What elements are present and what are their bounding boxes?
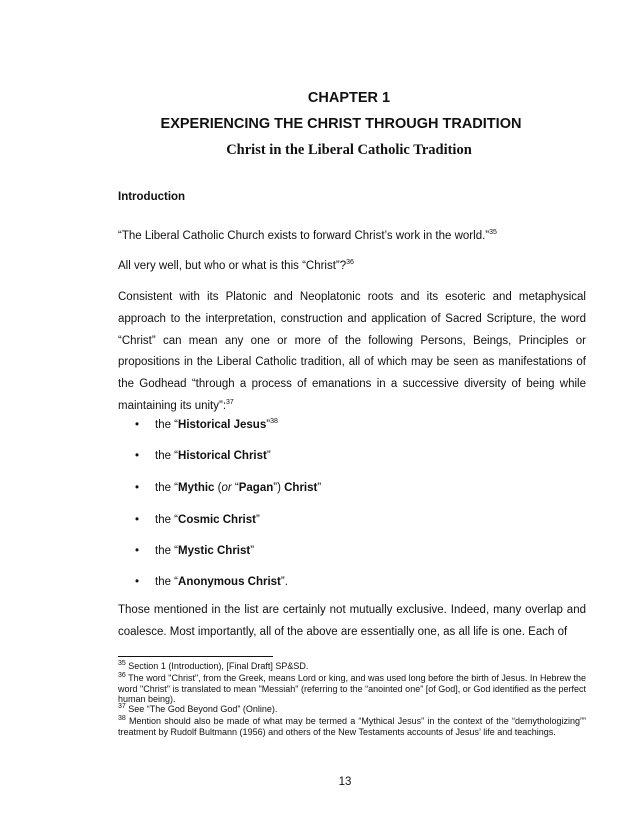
paragraph-quote <box>118 226 586 248</box>
bullet-paren-open: ( <box>214 482 222 494</box>
footnote-ref-35[interactable]: 35 <box>489 229 497 237</box>
bullet-term: Historical Christ <box>178 450 267 462</box>
question-text: All very well, but who or what is this “Christ”? <box>118 260 347 272</box>
footnote-number: 38 <box>118 715 126 722</box>
bullet-term: Cosmic Christ <box>178 514 256 526</box>
footnote-text: Mention should also be made of what may be termed a “Mythical Jesus” in the context of the “demythologizing”” treatment by Rudolf Bultmann (1956) and others of the New Testaments accounts of Jesus’ life and teachings. <box>118 716 586 737</box>
footnote-ref-37[interactable]: 37 <box>226 399 234 407</box>
bullet-quote-open: “ <box>231 482 239 494</box>
bullet-prefix: the “ <box>155 482 179 494</box>
chapter-title: EXPERIENCING THE CHRIST THROUGH TRADITION <box>160 116 522 132</box>
paragraph-consistent <box>118 287 586 418</box>
bullet-dot: • <box>135 576 140 588</box>
bullet-term-mythic: Mythic <box>178 482 215 494</box>
bullet-prefix: the “ <box>155 419 179 431</box>
footnote-38 <box>118 716 586 737</box>
footnote-35 <box>118 661 586 672</box>
paragraph-those-mentioned: Those mentioned in the list are certainly not mutually exclusive. Indeed, many overlap and coalesce. Most importantly, all of the above are essentially one, as all life is one. Each of <box>118 604 586 638</box>
bullet-prefix: the “ <box>155 545 179 557</box>
footnote-ref-38[interactable]: 38 <box>270 418 278 426</box>
footnote-ref-36[interactable]: 36 <box>346 259 354 267</box>
footnote-separator <box>118 656 273 657</box>
footnote-number: 37 <box>118 703 126 710</box>
bullet-dot: • <box>135 482 140 494</box>
page-number: 13 <box>338 776 352 788</box>
bullet-dot: • <box>135 545 140 557</box>
footnote-37 <box>118 704 586 715</box>
bullet-dot: • <box>135 514 140 526</box>
bullet-dot: • <box>135 419 140 431</box>
bullet-or: or <box>221 482 232 494</box>
chapter-number: CHAPTER 1 <box>307 90 391 106</box>
bullet-prefix: the “ <box>155 514 179 526</box>
bullet-term-christ: Christ <box>284 482 318 494</box>
bullet-suffix: ” <box>317 482 322 494</box>
footnote-text: Section 1 (Introduction), [Final Draft] SP&SD. <box>125 661 309 671</box>
bullet-term: Historical Jesus <box>178 419 267 431</box>
bullet-term: Anonymous Christ <box>178 576 281 588</box>
paragraph-question <box>118 256 586 278</box>
consistent-text: Consistent with its Platonic and Neoplatonic roots and its esoteric and metaphysical approach to the interpretation, construction and application of Sacred Scripture, the word “Christ” can mean any one or more of the following Persons, Beings, Principles or propositions in the Liberal Catholic tradition, all of which may be seen as manifestations of the Godhead “through a process of emanations in a successive diversity of being while maintaining its unity”: <box>118 291 586 412</box>
chapter-subtitle: Christ in the Liberal Catholic Tradition <box>226 142 472 158</box>
section-heading-introduction: Introduction <box>118 191 186 203</box>
bullet-suffix: ”. <box>280 576 288 588</box>
bullet-suffix: ” <box>266 419 271 431</box>
footnote-text: See “The God Beyond God” (Online). <box>125 704 278 714</box>
bullet-term-pagan: Pagan <box>238 482 274 494</box>
bullet-paren-close: ”) <box>273 482 285 494</box>
bullet-suffix: ” <box>266 450 271 462</box>
footnote-number: 36 <box>118 672 126 679</box>
quote-text: “The Liberal Catholic Church exists to forward Christ’s work in the world.” <box>118 230 490 242</box>
footnote-text: The word "Christ", from the Greek, means Lord or king, and was used long before the birth of Jesus. In Hebrew the word "Christ" is translated to mean "Messiah" (referring to the “anointed one” [of God], or God identified as the perfect human being). <box>118 673 586 705</box>
footnote-36 <box>118 673 586 705</box>
bullet-prefix: the “ <box>155 450 179 462</box>
footnote-number: 35 <box>118 660 126 667</box>
bullet-suffix: ” <box>255 514 260 526</box>
bullet-term: Mystic Christ <box>178 545 251 557</box>
bullet-dot: • <box>135 450 140 462</box>
bullet-suffix: ” <box>250 545 255 557</box>
bullet-prefix: the “ <box>155 576 179 588</box>
